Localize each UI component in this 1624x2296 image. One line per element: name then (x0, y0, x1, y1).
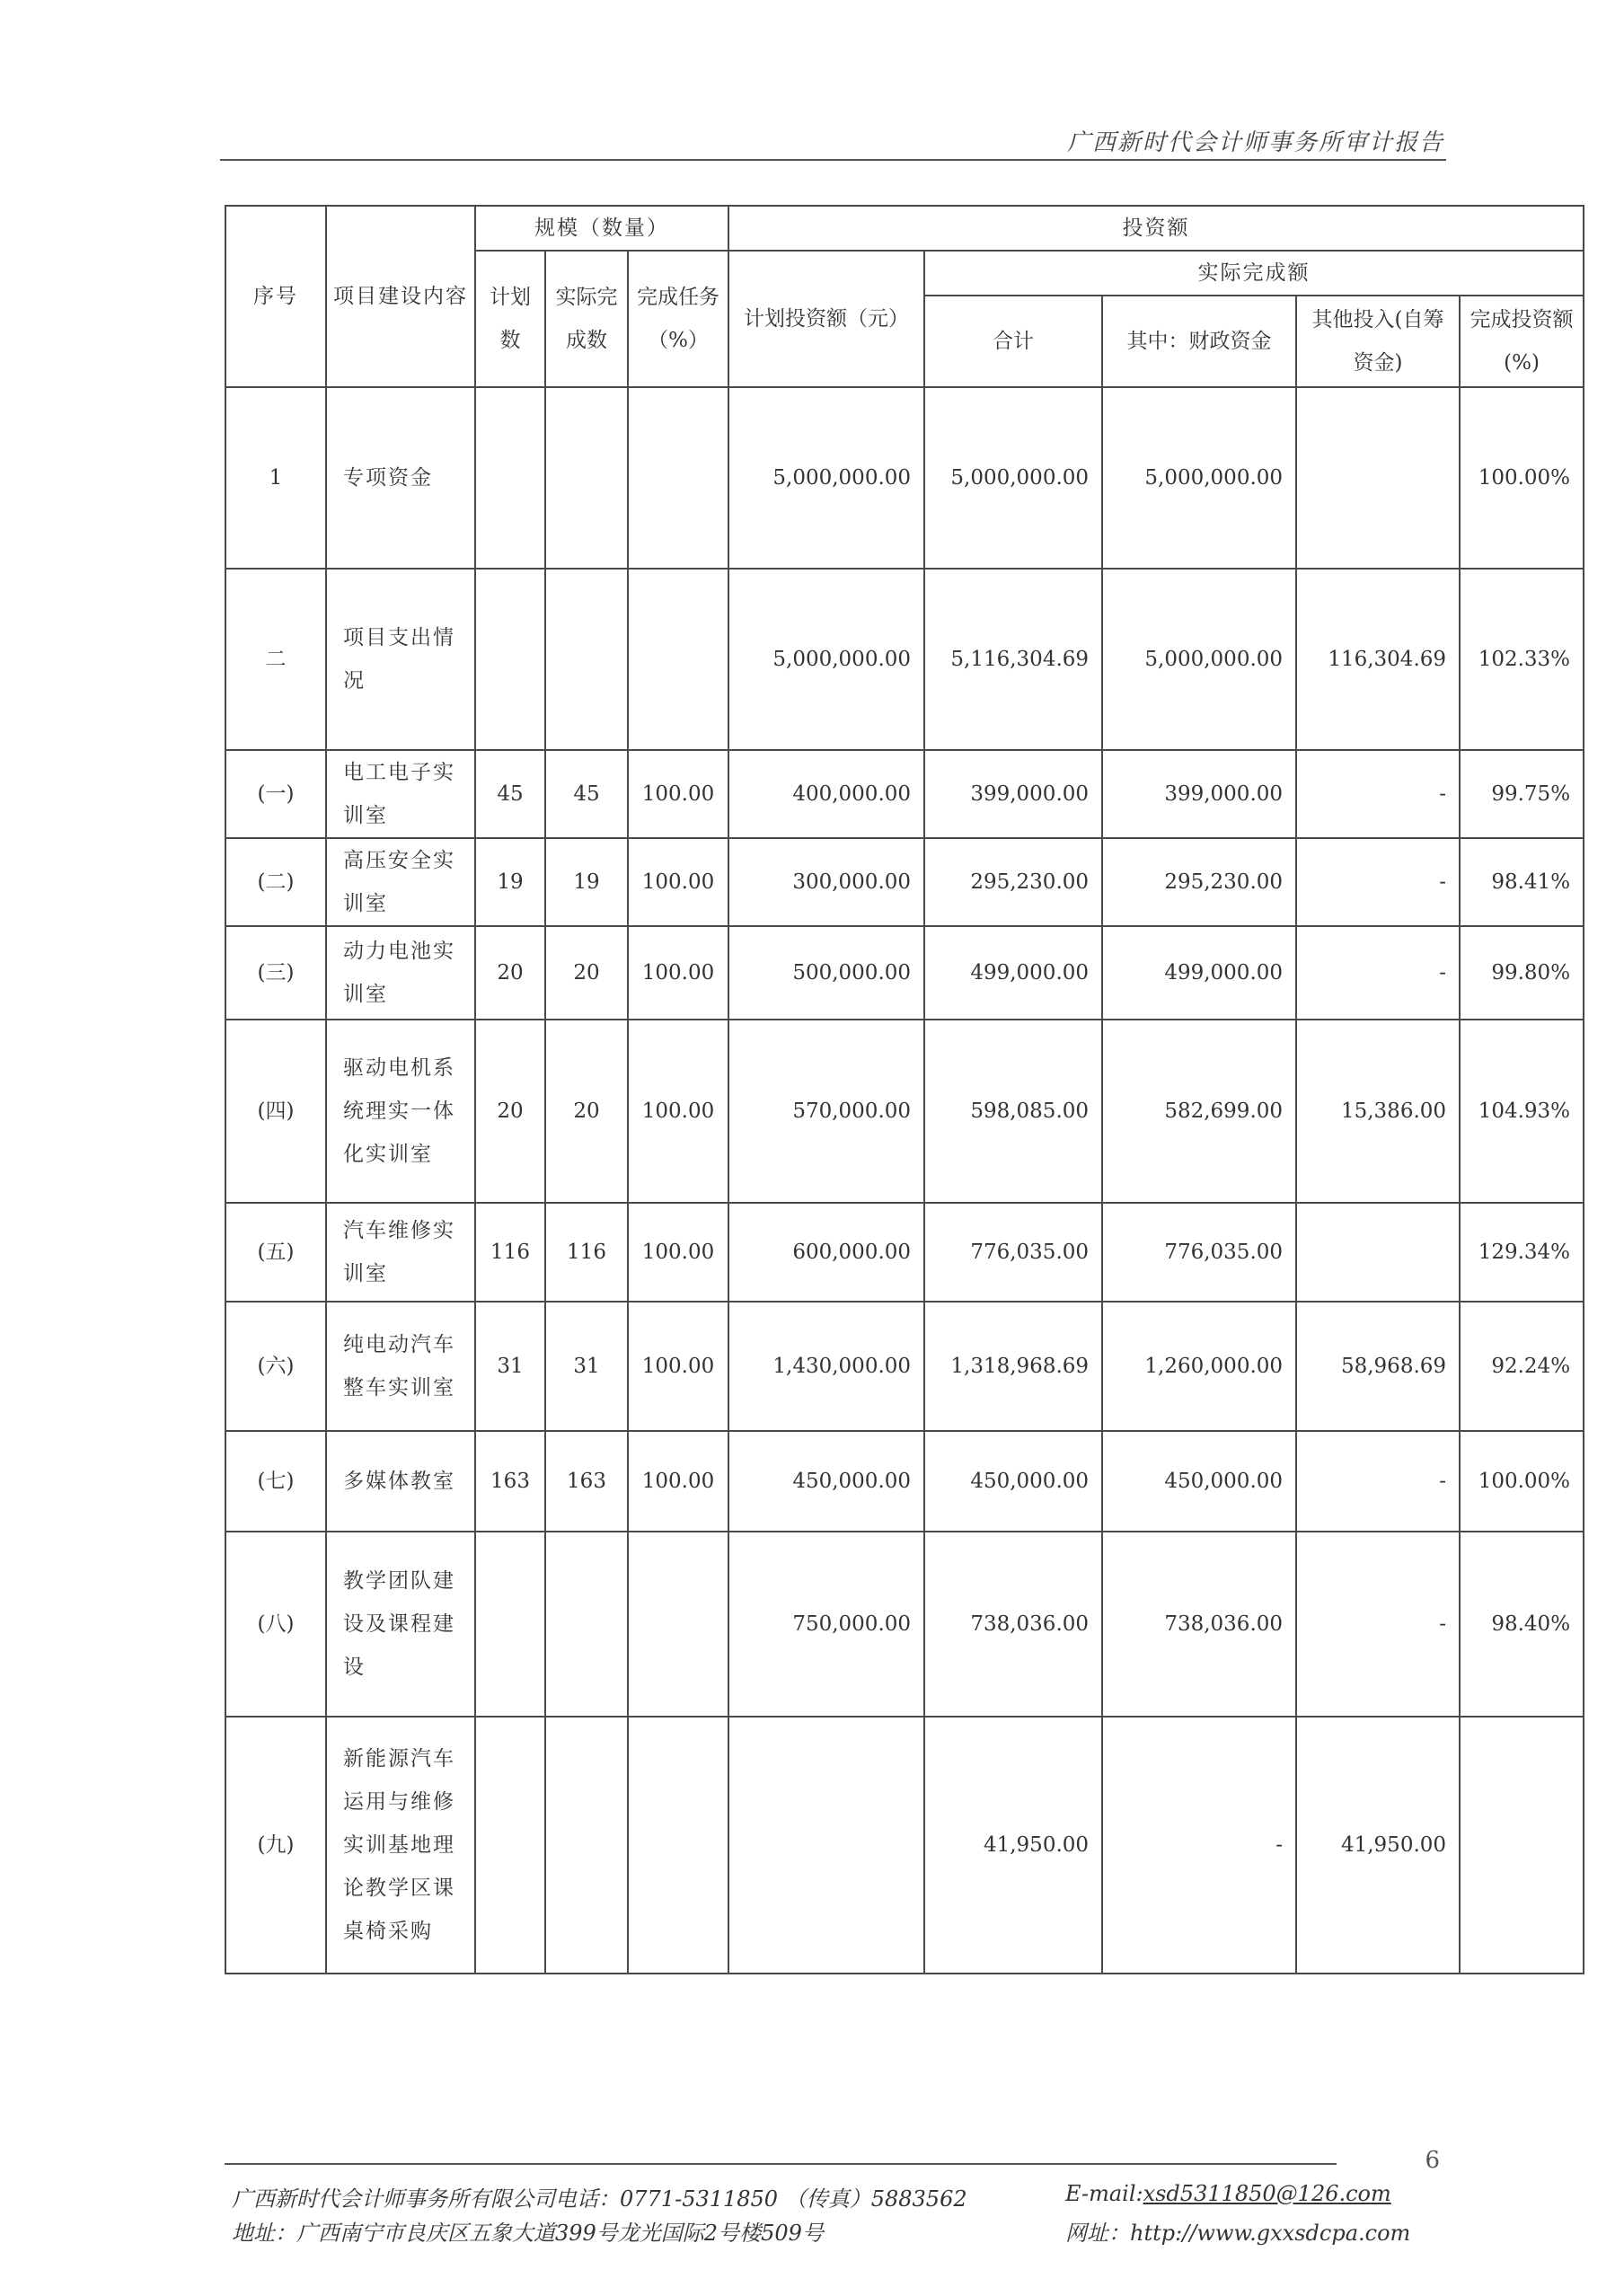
cell-total: 499,000.00 (924, 926, 1102, 1020)
cell-actual-n (545, 569, 628, 750)
table-row (225, 1203, 1584, 1302)
cell-actual-n (545, 1532, 628, 1717)
cell-rate (628, 1532, 728, 1717)
table-row (225, 750, 1584, 838)
cell-plan-amt: 5,000,000.00 (728, 387, 924, 569)
cell-name: 高压安全实训室 (326, 838, 475, 926)
footer-website-group (1065, 2215, 1410, 2247)
cell-name: 教学团队建设及课程建设 (326, 1532, 475, 1717)
footer-phone-label: 电话： (555, 2186, 620, 2212)
cell-total: 598,085.00 (924, 1020, 1102, 1203)
page-number: 6 (1425, 2147, 1440, 2174)
cell-plan-n: 163 (475, 1431, 545, 1532)
header-planned-count: 计划数 (475, 251, 545, 387)
cell-actual-n (545, 1717, 628, 1974)
header-invest-rate: 完成投资额(%) (1460, 296, 1584, 387)
cell-plan-n (475, 387, 545, 569)
table-row (225, 1302, 1584, 1431)
cell-invest-rate: 104.93% (1460, 1020, 1584, 1203)
cell-plan-amt: 500,000.00 (728, 926, 924, 1020)
cell-plan-amt: 600,000.00 (728, 1203, 924, 1302)
cell-rate (628, 387, 728, 569)
cell-fiscal: 776,035.00 (1102, 1203, 1296, 1302)
cell-invest-rate (1460, 1717, 1584, 1974)
cell-rate (628, 1717, 728, 1974)
footer-fax-label: （传真） (784, 2186, 871, 2212)
table-body (225, 387, 1584, 1974)
cell-plan-n (475, 1532, 545, 1717)
header-fiscal: 其中：财政资金 (1102, 296, 1296, 387)
cell-rate: 100.00 (628, 1302, 728, 1431)
cell-plan-amt: 450,000.00 (728, 1431, 924, 1532)
footer-address-label: 地址： (232, 2221, 296, 2246)
cell-seq: (三) (225, 926, 326, 1020)
header-divider (220, 159, 1446, 161)
cell-actual-n (545, 387, 628, 569)
footer-email-link[interactable]: xsd5311850@126.com (1143, 2181, 1391, 2206)
cell-rate: 100.00 (628, 750, 728, 838)
footer-address: 广西南宁市良庆区五象大道399号龙光国际2号楼509号 (296, 2221, 824, 2246)
cell-other: - (1296, 926, 1460, 1020)
cell-plan-amt: 750,000.00 (728, 1532, 924, 1717)
table-row (225, 1717, 1584, 1974)
cell-name: 电工电子实训室 (326, 750, 475, 838)
cell-total: 738,036.00 (924, 1532, 1102, 1717)
cell-actual-n: 31 (545, 1302, 628, 1431)
cell-invest-rate: 92.24% (1460, 1302, 1584, 1431)
cell-other: - (1296, 838, 1460, 926)
footer-website-label: 网址： (1065, 2221, 1130, 2246)
header-actual-count: 实际完成数 (545, 251, 628, 387)
cell-rate: 100.00 (628, 926, 728, 1020)
cell-plan-amt: 1,430,000.00 (728, 1302, 924, 1431)
cell-fiscal: 499,000.00 (1102, 926, 1296, 1020)
cell-total: 5,116,304.69 (924, 569, 1102, 750)
cell-name: 纯电动汽车整车实训室 (326, 1302, 475, 1431)
cell-fiscal: 5,000,000.00 (1102, 569, 1296, 750)
table-row (225, 569, 1584, 750)
cell-invest-rate: 100.00% (1460, 387, 1584, 569)
cell-fiscal: 738,036.00 (1102, 1532, 1296, 1717)
cell-total: 399,000.00 (924, 750, 1102, 838)
table-row (225, 1532, 1584, 1717)
cell-actual-n: 45 (545, 750, 628, 838)
cell-fiscal: 295,230.00 (1102, 838, 1296, 926)
cell-rate: 100.00 (628, 1020, 728, 1203)
cell-seq: 二 (225, 569, 326, 750)
cell-invest-rate: 99.80% (1460, 926, 1584, 1020)
cell-total: 776,035.00 (924, 1203, 1102, 1302)
cell-name: 新能源汽车运用与维修实训基地理论教学区课桌椅采购 (326, 1717, 475, 1974)
header-investment: 投资额 (728, 206, 1584, 251)
footer-phone: 0771-5311850 (620, 2186, 779, 2212)
table-row (225, 838, 1584, 926)
cell-other: - (1296, 1532, 1460, 1717)
cell-fiscal: - (1102, 1717, 1296, 1974)
cell-actual-n: 20 (545, 926, 628, 1020)
cell-fiscal: 5,000,000.00 (1102, 387, 1296, 569)
cell-seq: (二) (225, 838, 326, 926)
footer-company: 广西新时代会计师事务所有限公司 (232, 2186, 555, 2212)
cell-name: 专项资金 (326, 387, 475, 569)
cell-seq: (六) (225, 1302, 326, 1431)
cell-seq: (七) (225, 1431, 326, 1532)
cell-plan-amt: 5,000,000.00 (728, 569, 924, 750)
cell-plan-n: 116 (475, 1203, 545, 1302)
cell-plan-n (475, 569, 545, 750)
cell-other (1296, 387, 1460, 569)
cell-rate: 100.00 (628, 838, 728, 926)
cell-seq: 1 (225, 387, 326, 569)
cell-invest-rate: 98.41% (1460, 838, 1584, 926)
cell-actual-n: 19 (545, 838, 628, 926)
cell-fiscal: 582,699.00 (1102, 1020, 1296, 1203)
cell-seq: (四) (225, 1020, 326, 1203)
cell-plan-n: 31 (475, 1302, 545, 1431)
cell-invest-rate: 100.00% (1460, 1431, 1584, 1532)
cell-name: 汽车维修实训室 (326, 1203, 475, 1302)
footer-website-link[interactable]: http://www.gxxsdcpa.com (1130, 2221, 1411, 2246)
cell-fiscal: 450,000.00 (1102, 1431, 1296, 1532)
cell-rate (628, 569, 728, 750)
cell-invest-rate: 98.40% (1460, 1532, 1584, 1717)
cell-other: 116,304.69 (1296, 569, 1460, 750)
cell-invest-rate: 102.33% (1460, 569, 1584, 750)
cell-total: 41,950.00 (924, 1717, 1102, 1974)
table-row (225, 387, 1584, 569)
header-seq: 序号 (225, 206, 326, 387)
cell-seq: (五) (225, 1203, 326, 1302)
cell-actual-n: 163 (545, 1431, 628, 1532)
cell-other: 58,968.69 (1296, 1302, 1460, 1431)
cell-plan-amt (728, 1717, 924, 1974)
cell-plan-amt: 570,000.00 (728, 1020, 924, 1203)
investment-table (225, 205, 1584, 1974)
cell-fiscal: 1,260,000.00 (1102, 1302, 1296, 1431)
header-content: 项目建设内容 (326, 206, 475, 387)
table-row (225, 1431, 1584, 1532)
cell-plan-amt: 300,000.00 (728, 838, 924, 926)
cell-plan-n: 19 (475, 838, 545, 926)
table-row (225, 926, 1584, 1020)
footer-email-label: E-mail: (1065, 2181, 1143, 2206)
cell-actual-n: 116 (545, 1203, 628, 1302)
cell-invest-rate: 129.34% (1460, 1203, 1584, 1302)
cell-total: 450,000.00 (924, 1431, 1102, 1532)
cell-name: 驱动电机系统理实一体化实训室 (326, 1020, 475, 1203)
cell-fiscal: 399,000.00 (1102, 750, 1296, 838)
footer-fax: 5883562 (870, 2186, 967, 2212)
cell-other: 41,950.00 (1296, 1717, 1460, 1974)
report-header-title: 广西新时代会计师事务所审计报告 (1066, 129, 1444, 156)
header-scale: 规模（数量） (475, 206, 728, 251)
cell-total: 295,230.00 (924, 838, 1102, 926)
header-actual-complete: 实际完成额 (924, 251, 1584, 296)
cell-other (1296, 1203, 1460, 1302)
cell-other: - (1296, 750, 1460, 838)
cell-plan-n: 20 (475, 926, 545, 1020)
header-other: 其他投入(自筹资金) (1296, 296, 1460, 387)
header-total: 合计 (924, 296, 1102, 387)
footer-email-group (1065, 2181, 1391, 2206)
header-completion-rate: 完成任务（%） (628, 251, 728, 387)
cell-plan-n: 20 (475, 1020, 545, 1203)
cell-invest-rate: 99.75% (1460, 750, 1584, 838)
cell-name: 项目支出情况 (326, 569, 475, 750)
cell-plan-n: 45 (475, 750, 545, 838)
header-planned-amount: 计划投资额（元） (728, 251, 924, 387)
cell-total: 1,318,968.69 (924, 1302, 1102, 1431)
table-row (225, 1020, 1584, 1203)
cell-other: 15,386.00 (1296, 1020, 1460, 1203)
cell-rate: 100.00 (628, 1203, 728, 1302)
table-header (225, 206, 1584, 387)
cell-other: - (1296, 1431, 1460, 1532)
cell-seq: (八) (225, 1532, 326, 1717)
footer-address-line (232, 2215, 1444, 2247)
cell-seq: (一) (225, 750, 326, 838)
cell-total: 5,000,000.00 (924, 387, 1102, 569)
cell-seq: (九) (225, 1717, 326, 1974)
footer-divider (225, 2163, 1337, 2165)
cell-rate: 100.00 (628, 1431, 728, 1532)
cell-name: 动力电池实训室 (326, 926, 475, 1020)
cell-plan-amt: 400,000.00 (728, 750, 924, 838)
cell-name: 多媒体教室 (326, 1431, 475, 1532)
cell-actual-n: 20 (545, 1020, 628, 1203)
footer-contact-line (232, 2181, 1444, 2212)
cell-plan-n (475, 1717, 545, 1974)
